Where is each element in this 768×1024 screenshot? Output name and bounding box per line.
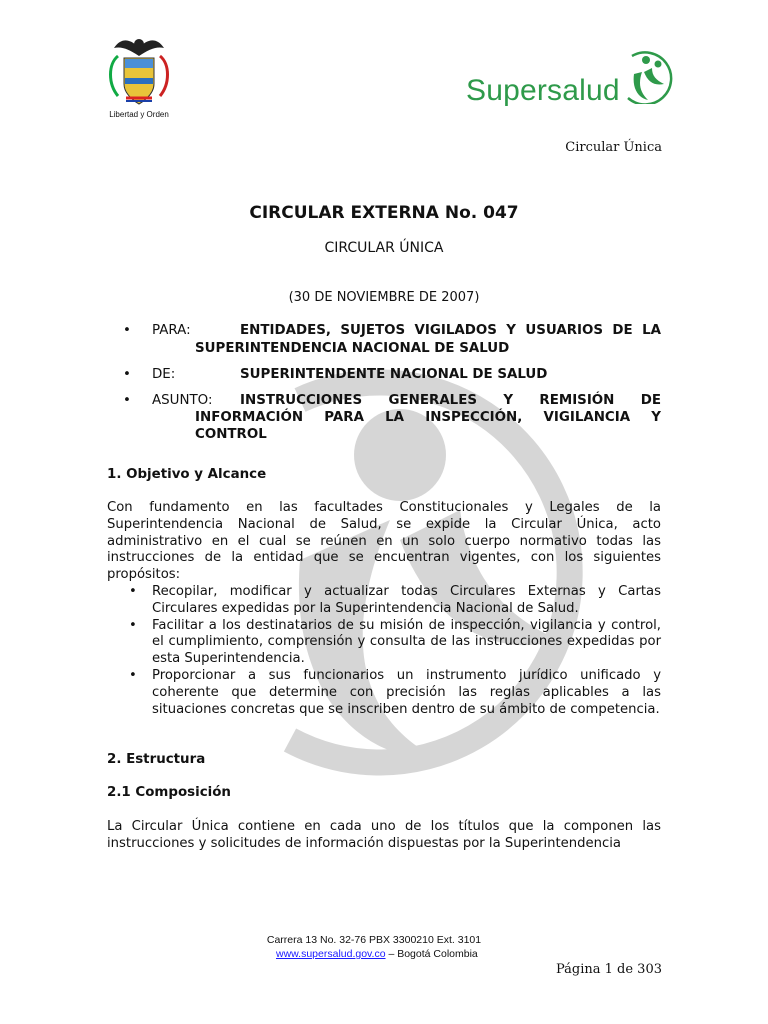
brand-name: Supersalud [466,74,620,107]
recipient-value-cont: INFORMACIÓN PARA LA INSPECCIÓN, VIGILANCIA Y [195,410,661,425]
subsection-heading: 2.1 Composición [107,785,231,800]
section-heading: 2. Estructura [107,752,206,767]
document-date: (30 DE NOVIEMBRE DE 2007) [288,290,480,305]
recipient-value-cont: SUPERINTENDENCIA NACIONAL DE SALUD [195,341,510,356]
section-paragraph: Con fundamento en las facultades Constitucionales y Legales de la Superintendencia Nacional de Salud, se expide la Circular Única, acto administrativo en el cual se reúnen en un solo cuerpo normativo todas las instrucciones de la entidad que se encuentran vigentes, con los siguientes propósitos: [107,500,661,583]
list-item [107,668,661,718]
colombia-crest-icon [104,34,174,112]
supersalud-logo-icon [622,48,674,104]
recipient-value: SUPERINTENDENTE NACIONAL DE SALUD [240,367,548,382]
recipient-label: ASUNTO: [152,393,213,408]
recipient-value-cont: CONTROL [195,427,267,442]
recipient-value: ENTIDADES, SUJETOS VIGILADOS Y USUARIOS DE LA [240,323,661,338]
footer-address: Carrera 13 No. 32-76 PBX 3300210 Ext. 3101 [266,934,482,946]
section-heading: 1. Objetivo y Alcance [107,467,267,482]
list-item [107,584,661,618]
bullet-icon: • [123,393,131,408]
bullet-icon: • [129,584,137,599]
website-link[interactable]: www.supersalud.gov.co [276,948,386,960]
bullet-icon: • [123,367,131,382]
section-paragraph: La Circular Única contiene en cada uno de los títulos que la componen las instrucciones y solicitudes de información dispuestas por la Superintendencia [107,819,661,851]
recipient-value: INSTRUCCIONES GENERALES Y REMISIÓN DE [240,393,661,408]
list-item [107,618,661,668]
document-subtitle: CIRCULAR ÚNICA [324,240,444,256]
page-number: Página 1 de 303 [555,962,662,977]
bullet-icon: • [129,617,137,633]
document-title: CIRCULAR EXTERNA No. 047 [249,203,519,223]
document-label: Circular Única [565,140,662,155]
recipient-label: DE: [152,367,176,382]
footer-city: – Bogotá Colombia [385,948,478,960]
objectives-list [107,584,661,718]
recipient-label: PARA: [152,323,191,338]
footer-web [276,948,478,960]
crest-caption: Libertad y Orden [109,110,169,119]
bullet-icon: • [129,667,137,683]
list-item-text: Proporcionar a sus funcionarios un instrumento jurídico unificado y coherente que determine con precisión las reglas aplicables a las situaciones concretas que se inscriben dentro de su ámbito de competencia. [152,667,661,717]
bullet-icon: • [123,323,131,338]
list-item-text: Facilitar a los destinatarios de su misión de inspección, vigilancia y control, el cumplimiento, comprensión y consulta de las instrucciones expedidas por esta Superintendencia. [152,617,661,667]
list-item-text: Recopilar, modificar y actualizar todas Circulares Externas y Cartas Circulares expedidas por la Superintendencia Nacional de Salud. [152,584,661,616]
